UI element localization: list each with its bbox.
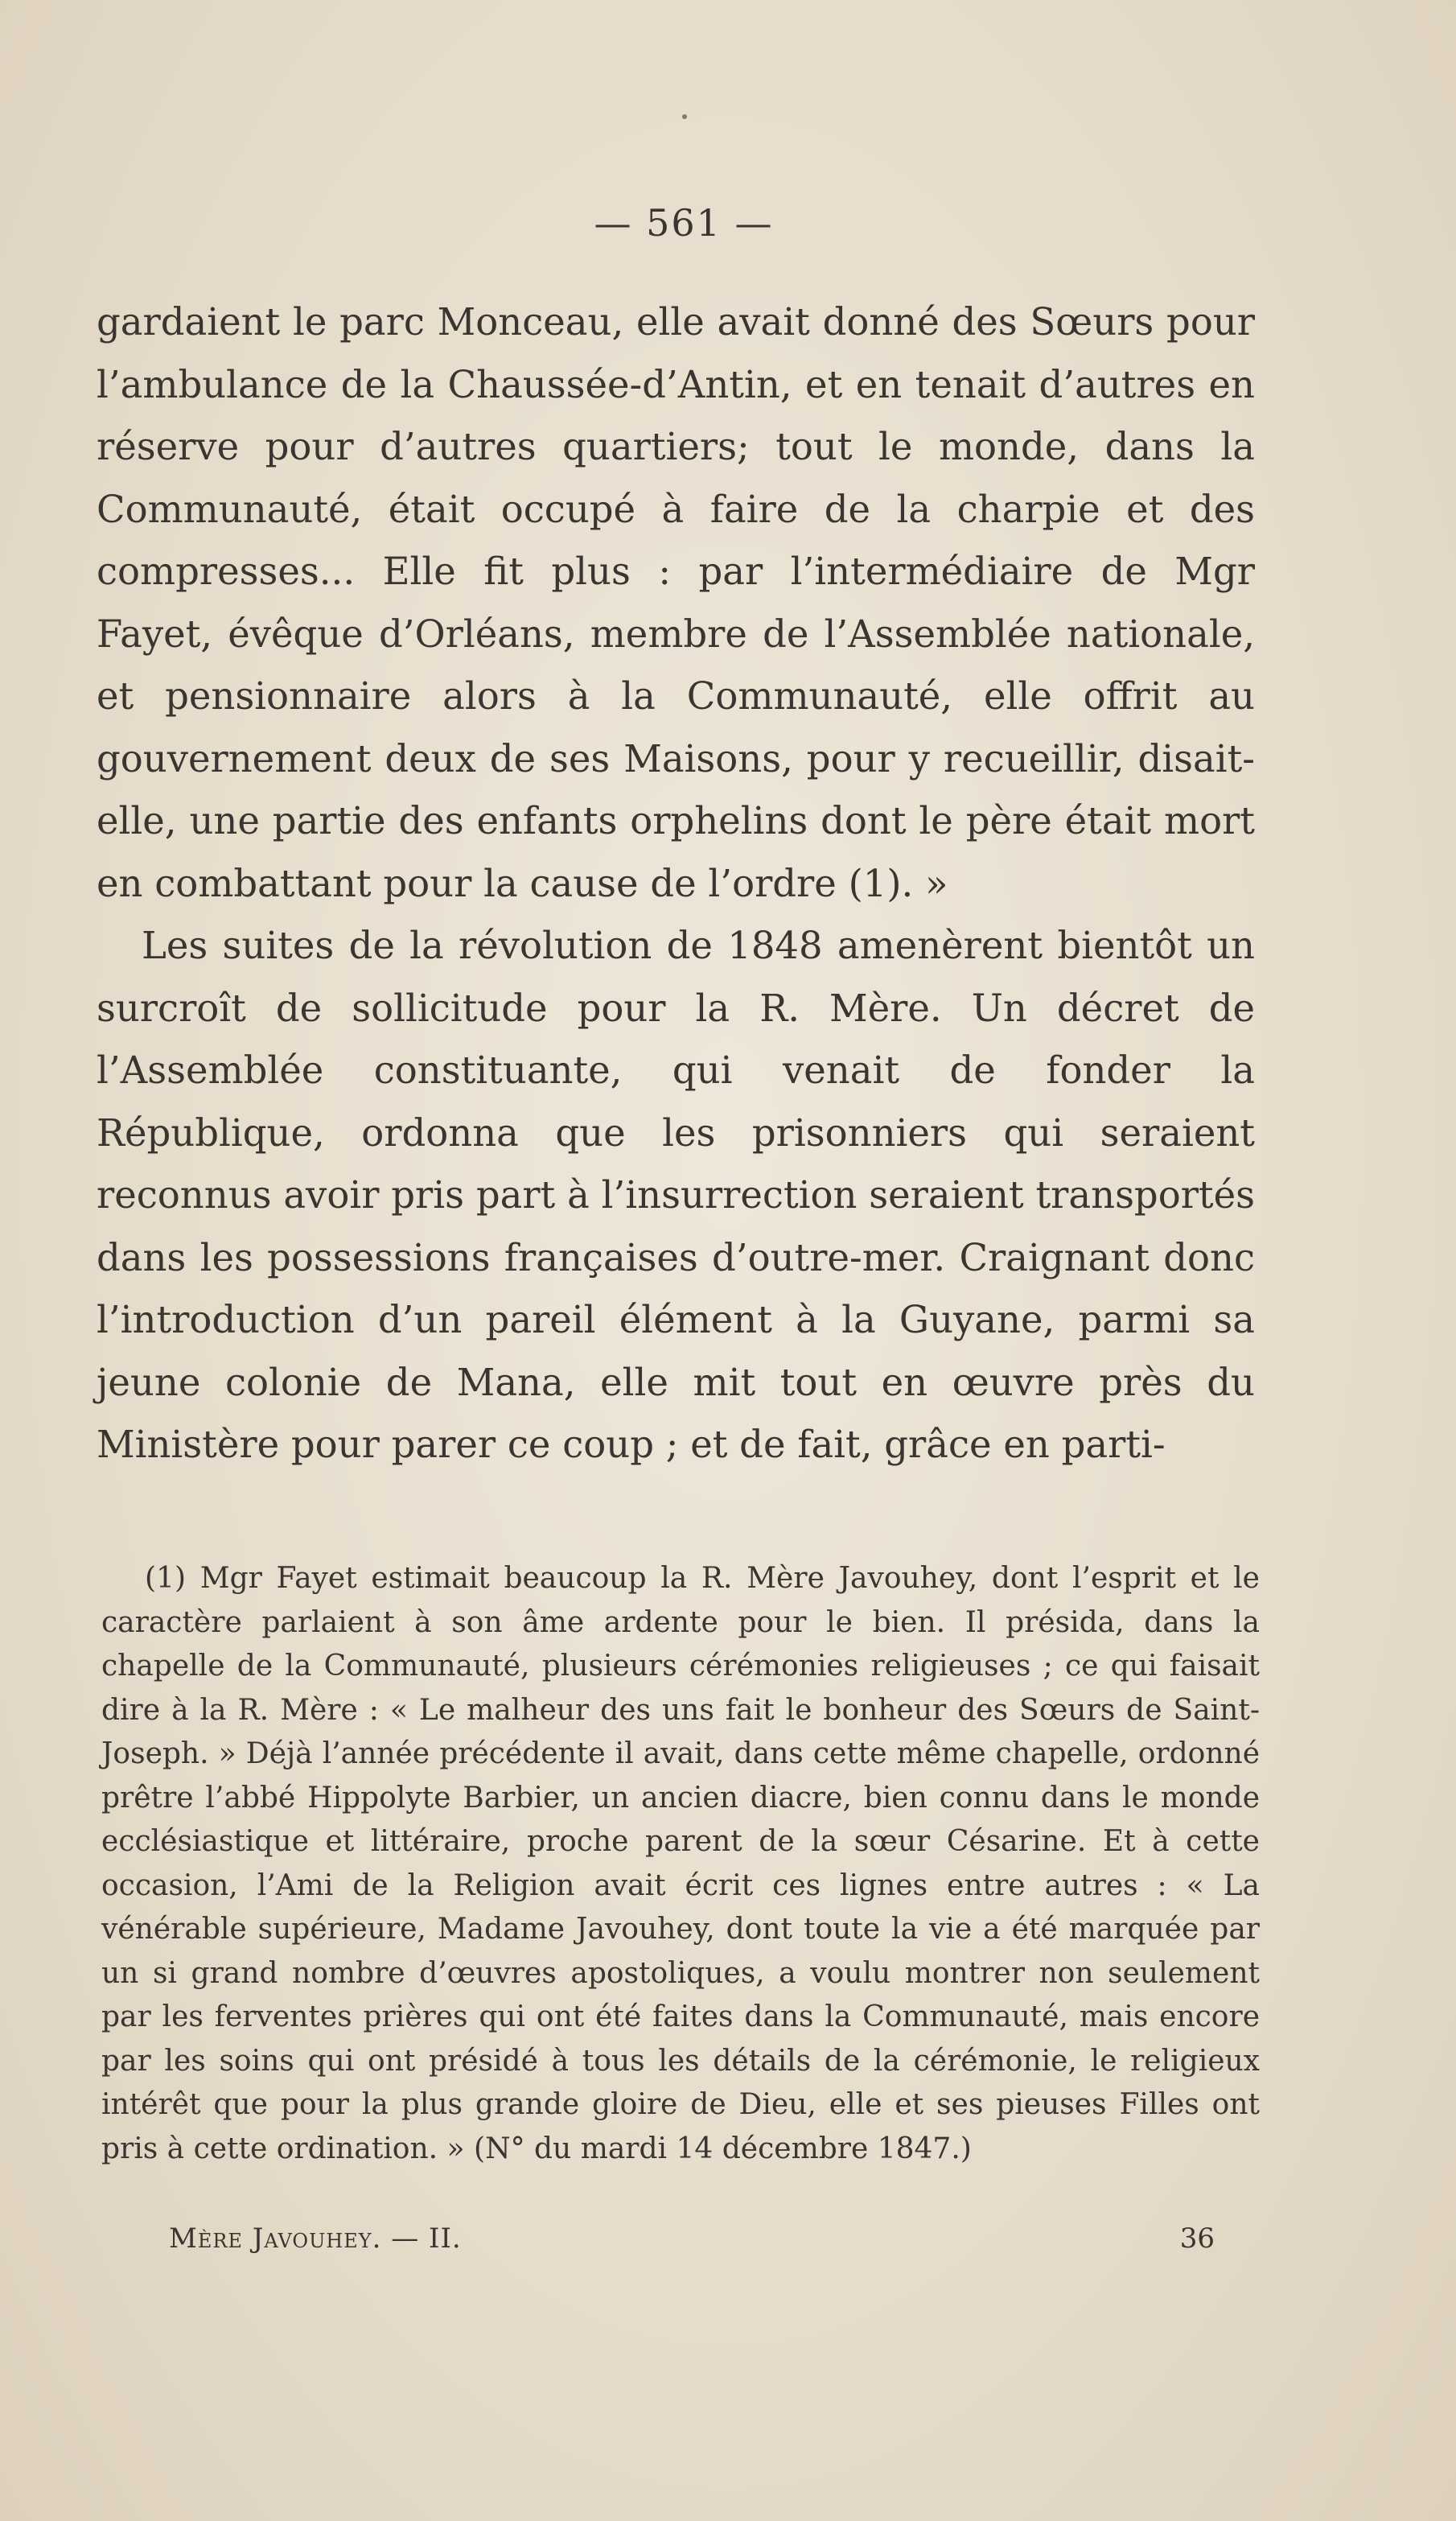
footnote	[101, 1557, 1260, 2171]
main-text	[97, 291, 1255, 1477]
signature-mark: Mère Javouhey. — II.	[169, 2222, 462, 2255]
footnote-text: (1) Mgr Fayet estimait beaucoup la R. Mère Javouhey, dont l’esprit et le caractère parlaient à son âme ardente pour le bien. Il présida, dans la chapelle de la Communauté, plusieurs cérémonies religieuses ; ce qui faisait dire à la R. Mère : « Le malheur des uns fait le bonheur des Sœurs de Saint-Joseph. » Déjà l’année précédente il avait, dans cette même chapelle, ordonné prêtre l’abbé Hippolyte Barbier, un ancien diacre, bien connu dans le monde ecclésiastique et littéraire, proche parent de la sœur Césarine. Et à cette occasion, l’Ami de la Religion avait écrit ces lignes entre autres : « La vénérable supérieure, Madame Javouhey, dont toute la vie a été marquée par un si grand nombre d’œuvres apostoliques, a voulu montrer non seulement par les ferventes prières qui ont été faites dans la Communauté, mais encore par les soins qui ont présidé à tous les détails de la cérémonie, le religieux intérêt que pour la plus grande gloire de Dieu, elle et ses pieuses Filles ont pris à cette ordination. » (N° du mardi 14 décembre 1847.)	[101, 1562, 1260, 2165]
gathering-number: 36	[1179, 2222, 1215, 2255]
paragraph-2: Les suites de la révolution de 1848 amenèrent bientôt un surcroît de sollicitude pour la R. Mère. Un décret de l’Assemblée constituante, qui venait de fonder la République, ordonna que les prisonniers qui seraient reconnus avoir pris part à l’insurrection seraient transportés dans les possessions françaises d’outre-mer. Craignant donc l’introduction d’un pareil élément à la Guyane, parmi sa jeune colonie de Mana, elle mit tout en œuvre près du Ministère pour parer ce coup ; et de fait, grâce en parti-	[97, 924, 1255, 1466]
paragraph-1: gardaient le parc Monceau, elle avait donné des Sœurs pour l’ambulance de la Chaussée-d’Antin, et en tenait d’autres en réserve pour d’autres quartiers; tout le monde, dans la Communauté, était occupé à faire de la charpie et des compresses... Elle fit plus : par l’intermédiaire de Mgr Fayet, évêque d’Orléans, membre de l’Assemblée nationale, et pensionnaire alors à la Communauté, elle offrit au gouvernement deux de ses Maisons, pour y recueillir, disait-elle, une partie des enfants orphelins dont le père était mort en combattant pour la cause de l’ordre (1). »	[97, 300, 1255, 905]
page-number: — 561 —	[594, 201, 774, 245]
ink-speck	[682, 114, 687, 119]
